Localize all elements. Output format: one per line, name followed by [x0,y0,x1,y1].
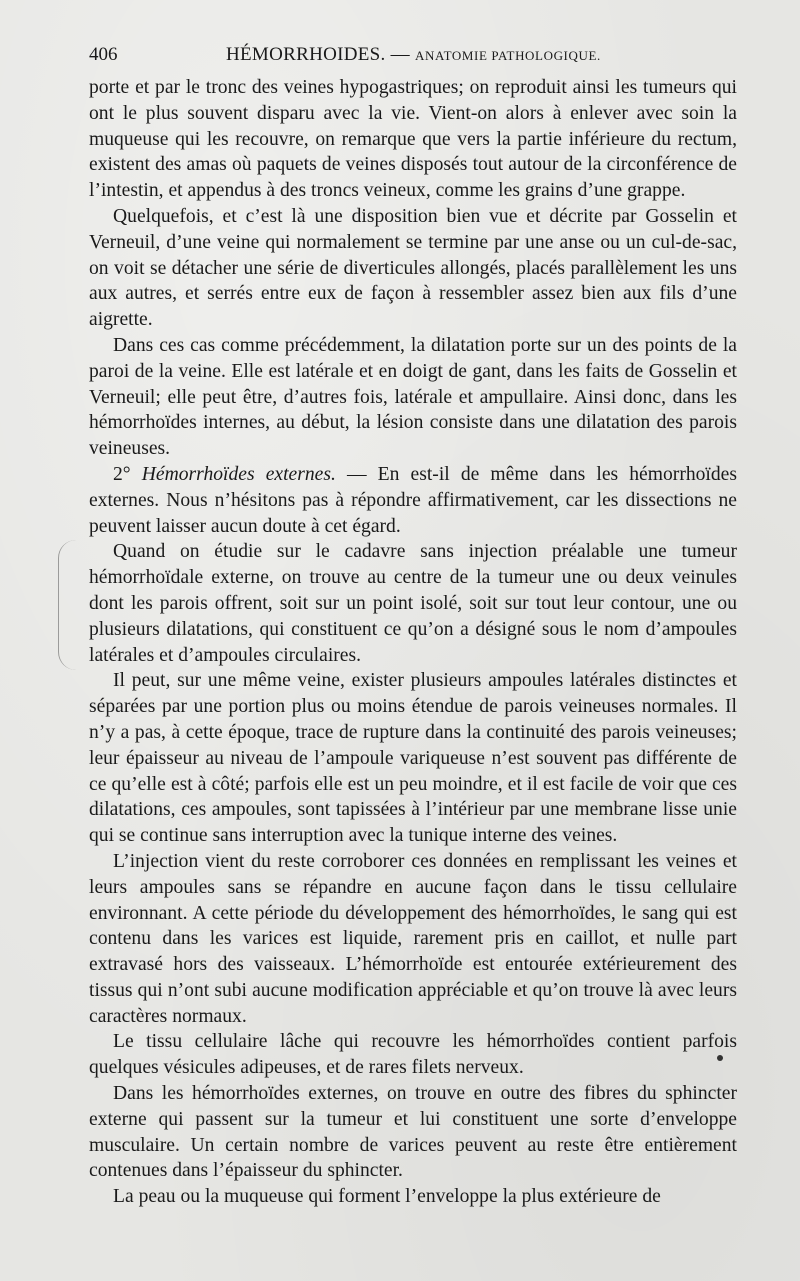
running-title [226,41,601,70]
paragraph-10: La peau ou la muqueuse qui forment l’enveloppe la plus extérieure de [113,1186,661,1208]
paragraph-1: porte et par le tronc des veines hypogastriques; on reproduit ainsi les tumeurs qui ont le plus souvent disparu avec la vie. Vient-on alors à enlever avec soin la muqueuse qui les recouvre, on remarque que vers la partie inférieure du rectum, existent des amas où paquets de veines disposés tout autour de la circonférence de l’intestin, et appendus à des troncs veineux, comme les grains d’une grappe. [89,77,737,202]
paragraph-9: Dans les hémorrhoïdes externes, on trouve en outre des fibres du sphincter externe qui passent sur la tumeur et lui constituent une sorte d’enveloppe musculaire. Un certain nombre de varices peuvent au reste être entièrement contenues dans l’épaisseur du sphincter. [89,1083,737,1182]
paragraph-8: Le tissu cellulaire lâche qui recouvre les hémorrhoïdes contient parfois quelques vésicules adipeuses, et de rares filets nerveux. [89,1031,737,1079]
running-title-sub: ANATOMIE PATHOLOGIQUE. [415,48,601,63]
paragraph-2: Quelquefois, et c’est là une disposition bien vue et décrite par Gosselin et Verneuil, d’une veine qui normalement se termine par une anse ou un cul-de-sac, on voit se détacher une série de diverticules allongés, placés parallèlement les uns aux autres, et serrés entre eux de façon à ressembler assez bien aux fils d’une aigrette. [89,205,737,331]
margin-pencil-mark [58,540,77,670]
section-number: 2° [113,463,131,485]
ink-dot-mark [717,1055,723,1061]
paragraph-4 [89,462,737,539]
paragraph-5: Quand on étudie sur le cadavre sans injection préalable une tumeur hémorrhoïdale externe, on trouve au centre de la tumeur une ou deux veinules dont les parois offrent, soit sur un point isolé, soit sur tout leur contour, une ou plusieurs dilatations, qui constituent ce qu’on a désigné sous le nom d’ampoules latérales et d’ampoules circulaires. [89,541,737,666]
paragraph-6: Il peut, sur une même veine, exister plusieurs ampoules latérales distinctes et séparées par une portion plus ou moins étendue de parois veineuses normales. Il n’y a pas, à cette époque, trace de rupture dans la continuité des parois veineuses; leur épaisseur au niveau de l’ampoule variqueuse n’est souvent pas différente de ce qu’elle est à côté; parfois elle est un peu moindre, et il est facile de voir que ces dilatations, ces ampoules, sont tapissées à l’intérieur par une membrane lisse unie qui se continue sans interruption avec la tunique interne des veines. [89,670,737,847]
body-text [89,75,737,1210]
page-number: 406 [89,44,118,65]
section-heading: Hémorrhoïdes externes. [141,463,336,485]
paragraph-3: Dans ces cas comme précédemment, la dilatation porte sur un des points de la paroi de la veine. Elle est latérale et en doigt de gant, dans les faits de Gosselin et Verneuil; elle peut être, d’autres fois, latérale et ampullaire. Ainsi donc, dans les hémorrhoïdes internes, au début, la lésion consiste dans une dilatation des parois veineuses. [89,334,737,460]
running-title-main: HÉMORRHOIDES. [226,44,386,65]
running-title-dash: — [390,44,410,65]
paragraph-7: L’injection vient du reste corroborer ces données en remplissant les veines et leurs ampoules sans se répandre en aucune façon dans le tissu cellulaire environnant. A cette période du développement des hémorrhoïdes, le sang qui est contenu dans les varices est liquide, rarement pris en caillot, et nulle part extravasé hors des vaisseaux. L’hémorrhoïde est entourée extérieurement des tissus qui n’ont subi aucune modification appréciable et qu’on trouve là avec leurs caractères normaux. [89,850,737,1027]
paragraph-4-text: — En est-il de même dans les hémorrhoïdes externes. Nous n’hésitons pas à répondre affirmativement, car les dissections ne peuvent laisser aucun doute à cet égard. [89,463,737,537]
running-header [89,41,739,69]
